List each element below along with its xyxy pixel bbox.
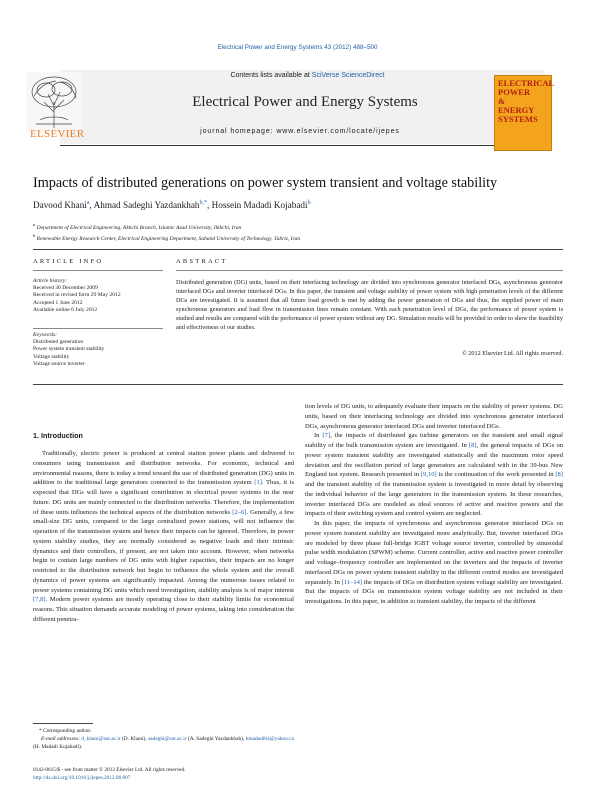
citation-link[interactable]: [11–14] xyxy=(341,578,363,586)
keyword-item: Voltage stability xyxy=(33,353,70,360)
footnote-emails xyxy=(33,735,294,751)
email-owner: (A. Sadeghi Yazdankhah), xyxy=(186,736,246,743)
cover-line: ELECTRICAL xyxy=(498,78,555,88)
email-link[interactable]: d_khani@sut.ac.ir xyxy=(81,736,121,743)
issn-line: 0142-0615/$ - see front matter © 2012 Elsevier Ltd. All rights reserved. xyxy=(33,767,186,773)
author-name: Hossein Madadi Kojabadi xyxy=(211,200,308,211)
citation-link[interactable]: [7] xyxy=(322,432,331,440)
homepage-prefix: journal homepage: xyxy=(200,128,277,135)
footnote-corresponding xyxy=(33,727,294,735)
body-paragraph: Traditionally, electric power is produced at central station power plants and delivered to consumers using transmission and distribution networks. For economic, technical and environmental reasons, there is today a trend toward the use of distributed generation (DG) units in addition to the traditional large generators connected to the transmission system [1]. Thus, it is expected that DGs will have a significant contribution in electrical power systems in the near future. DG units are mainly connected to the distribution networks. Therefore, the implementation of these units influences the technical aspects of the distribution networks [2–6]. Generally, a few small-size DG units, compared to the large centralized power stations, will not influence the operation of the transmission system and hence their impacts can be ignored. Therefore, in power system stability studies, they are normally considered as negative loads and their intrinsic dynamics and their controllers, if present, are not taken into account. However, when networks begin to contain large numbers of DG units with higher capacities, their impacts are no longer restricted to the distribution network but begin to influence the whole system and the overall dynamics of power systems are significantly impacted. Among the numerous issues related to power systems containing DG units which need investigation, stability analysis is of major interest [7,8]. Modern power systems are mostly operating close to their stability limits for economical reasons. This situation demands accurate modeling of power systems, taking into consideration the different penetra- xyxy=(33,450,294,623)
email-link[interactable]: hmadadi64@yahoo.ca xyxy=(245,736,294,743)
history-heading: Article history: xyxy=(33,278,68,284)
body-paragraph: In [7], the impacts of distributed gas turbine generators on the transient and small signal stability of the bulk transmission system are investigated. In [8], the general impacts of DGs on power system transient stability are investigated statistically and the maximum rotor speed deviation and the oscillation period of large generators are calculated with in the 39-bus New England test system. Research presented in [9,10] is the continuation of the work presented in [8] and the transient stability of the transmission system is investigated in more detail by observing the individual behavior of the large generators in the transmission system. In these researches, inverter interfaced DGs are modeled as ideal sources of active and reactive powers and the impacts of their switching system and control system are neglected. xyxy=(305,432,564,518)
citation-link[interactable]: [8] xyxy=(468,442,477,449)
sciencedirect-link[interactable]: SciVerse ScienceDirect xyxy=(311,72,385,79)
article-history xyxy=(33,278,163,314)
author-sup[interactable]: b xyxy=(307,200,311,206)
homepage-link[interactable]: www.elsevier.com/locate/ijepes xyxy=(276,128,400,135)
contents-prefix: Contents lists available at xyxy=(230,72,312,79)
keyword-item: Voltage source inverter xyxy=(33,360,85,367)
divider xyxy=(33,270,163,271)
author-sup[interactable]: b,* xyxy=(199,200,208,206)
footnote-corresponding-text: Corresponding author. xyxy=(43,728,92,734)
affiliation-item xyxy=(33,221,573,232)
body-paragraph: In this paper, the impacts of synchronous and asynchronous generator interfaced DGs on power system transient stability are investigated more analytically. But, inverter interfaced DGs are modeled by three phase full-bridge IGBT voltage source inverter, controlled by sinusoidal pulse width modulation (SPWM) scheme. Current controller, active and reactive power controller and voltage–frequency controller are implemented on the inverters and the impacts of inverter interfaced DGs on power system transient stability in the different control modes are investigated separately. In [11–14] the impacts of DGs on distribution system voltage stability are investigated. But the impacts of DGs on transmission system voltage stability are not included in their investigations. In this paper, in addition to transient stability, the impacts of the different xyxy=(305,520,563,605)
cover-line: POWER xyxy=(498,87,531,97)
header-rule xyxy=(33,249,563,250)
affiliation-text: Department of Electrical Engineering, Ilkhchi Branch, Islamic Azad University, Ilkhchi, Iran xyxy=(36,224,242,231)
article-info-label: ARTICLE INFO xyxy=(33,258,104,265)
citation-link[interactable]: [9,10] xyxy=(420,471,437,479)
divider xyxy=(176,270,563,271)
keywords-heading: Keywords: xyxy=(33,332,58,338)
email-owner: (H. Madadi Kojabadi). xyxy=(33,744,83,751)
body-column-left xyxy=(33,449,294,625)
contents-line xyxy=(190,72,425,79)
abstract-label: ABSTRACT xyxy=(176,258,228,265)
abstract-rule xyxy=(33,384,563,385)
journal-title: Electrical Power and Energy Systems xyxy=(192,94,418,110)
affiliation-sup: b xyxy=(33,233,36,239)
publisher-logo-text: ELSEVIER xyxy=(30,128,85,140)
running-head: Electrical Power and Energy Systems 43 (2012) 488–500 xyxy=(217,44,378,51)
author-sup[interactable]: a xyxy=(86,200,90,206)
author-name: Ahmad Sadeghi Yazdankhah xyxy=(93,200,200,211)
keyword-item: Power system transient stability xyxy=(33,346,105,353)
cover-line: SYSTEMS xyxy=(498,114,538,124)
footnote-star: * xyxy=(39,728,42,734)
footnote-rule xyxy=(33,723,93,724)
history-item: Received 30 December 2009 xyxy=(33,285,98,292)
body-column-right xyxy=(305,402,563,607)
abstract-text: Distributed generation (DG) units, based on their interfacing technology are divided into synchronous generator interfaced DGs, asynchronous generator interfaced DGs and inverter interfaced DGs. In this paper, the transient and voltage stability of power system with high penetration levels of the different DGs are investigated. It is assumed that all future load growth is met by adding the power generation of DGs and thus, the supplied power of main synchronous generators and load flow in transmission lines remain constant. With each penetration level of DGs, the performance of power system is studied and results are compared with the performance of power system without any DG. Simulation results will be provided in order to show the feasibility and effectiveness of our studies. xyxy=(176,279,563,331)
citation-link[interactable]: [7,8] xyxy=(33,596,46,604)
history-item: Available online 6 July 2012 xyxy=(33,306,98,313)
citation-link[interactable]: [1] xyxy=(254,479,262,487)
elsevier-tree-icon xyxy=(26,72,82,132)
cover-line: ENERGY xyxy=(498,105,535,115)
email-label: E-mail addresses: xyxy=(41,736,80,743)
body-paragraph: tion levels of DG units, to adequately evaluate their impacts on the stability of power systems. DG units, based on their interfacing technology are divided into synchronous generator interfaced DGs, asynchronous generator interfaced DGs and inverter interfaced DGs. xyxy=(305,403,563,430)
keywords xyxy=(33,332,163,368)
article-title: Impacts of distributed generations on power system transient and voltage stability xyxy=(33,175,498,191)
affiliations xyxy=(33,221,573,244)
issn-block xyxy=(33,766,333,782)
banner-rule xyxy=(60,145,545,146)
affiliation-text: Renewable Energy Research Center, Electrical Engineering Department, Sahand University of Technology, Tabriz, Iran xyxy=(36,236,301,243)
copyright-line: © 2012 Elsevier Ltd. All rights reserved. xyxy=(462,350,563,357)
cover-line: & xyxy=(498,96,506,106)
journal-homepage xyxy=(140,128,460,135)
email-owner: (D. Khani), xyxy=(120,736,149,743)
email-link[interactable]: sadeghi@sut.ac.ir xyxy=(148,736,187,743)
history-item: Accepted 1 June 2012 xyxy=(33,299,83,306)
citation-link[interactable]: [8] xyxy=(555,471,563,479)
doi-link[interactable]: http://dx.doi.org/10.1016/j.ijepes.2012.06.007 xyxy=(33,775,131,781)
footnote xyxy=(33,727,294,751)
affiliation-item xyxy=(33,232,573,243)
journal-cover-image xyxy=(494,75,555,151)
keyword-item: Distributed generation xyxy=(33,339,84,346)
author-name: Davood Khani xyxy=(33,200,87,211)
affiliation-sup: a xyxy=(33,222,36,227)
section-heading: 1. Introduction xyxy=(33,431,83,440)
citation-link[interactable]: [2–6] xyxy=(232,508,247,516)
history-item: Received in revised form 29 May 2012 xyxy=(33,292,121,299)
author-list: Davood Khani$^a$, Ahmad Sadeghi Yazdankhah$^{b,*}$, Hossein Madadi Kojabadi$^b$ xyxy=(33,200,311,211)
divider xyxy=(33,328,163,329)
